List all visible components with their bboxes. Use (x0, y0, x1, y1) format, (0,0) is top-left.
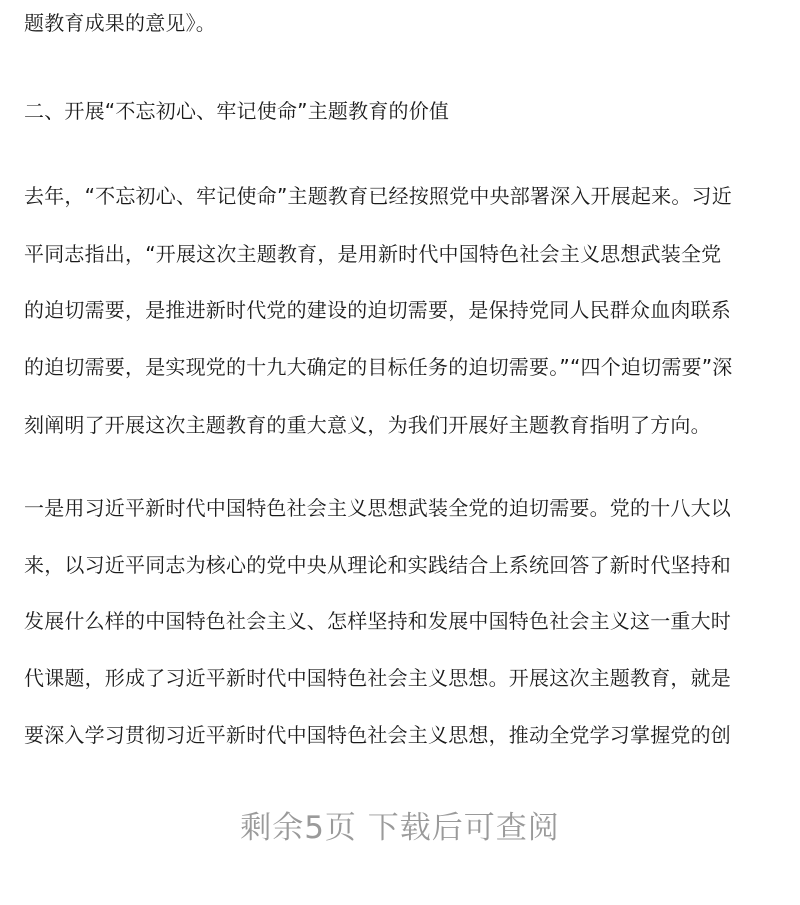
intro-tail-line: 题教育成果的意见》。 (24, 11, 216, 35)
paragraph-line: 一是用习近平新时代中国特色社会主义思想武装全党的迫切需要。党的十八大以 (24, 496, 731, 520)
paragraph-line: 刻阐明了开展这次主题教育的重大意义，为我们开展好主题教育指明了方向。 (24, 413, 711, 437)
paragraph-line: 代课题，形成了习近平新时代中国特色社会主义思想。开展这次主题教育，就是 (24, 666, 731, 690)
paragraph-line: 发展什么样的中国特色社会主义、怎样坚持和发展中国特色社会主义这一重大时 (24, 609, 731, 633)
remaining-pages-download-link[interactable]: 剩余5页 下载后可查阅 (240, 810, 560, 846)
paragraph-line: 要深入学习贯彻习近平新时代中国特色社会主义思想，推动全党学习掌握党的创 (24, 723, 731, 747)
paragraph-line: 的迫切需要，是推进新时代党的建设的迫切需要，是保持党同人民群众血肉联系 (24, 298, 731, 322)
paragraph-line: 平同志指出，“开展这次主题教育，是用新时代中国特色社会主义思想武装全党 (24, 242, 722, 266)
paragraph-line: 去年，“不忘初心、牢记使命”主题教育已经按照党中央部署深入开展起来。习近 (24, 184, 732, 208)
paragraph-line: 来，以习近平同志为核心的党中央从理论和实践结合上系统回答了新时代坚持和 (24, 553, 731, 577)
section-heading: 二、开展“不忘初心、牢记使命”主题教育的价值 (24, 99, 450, 123)
paragraph-line: 的迫切需要，是实现党的十九大确定的目标任务的迫切需要。”“四个迫切需要”深 (24, 355, 733, 379)
